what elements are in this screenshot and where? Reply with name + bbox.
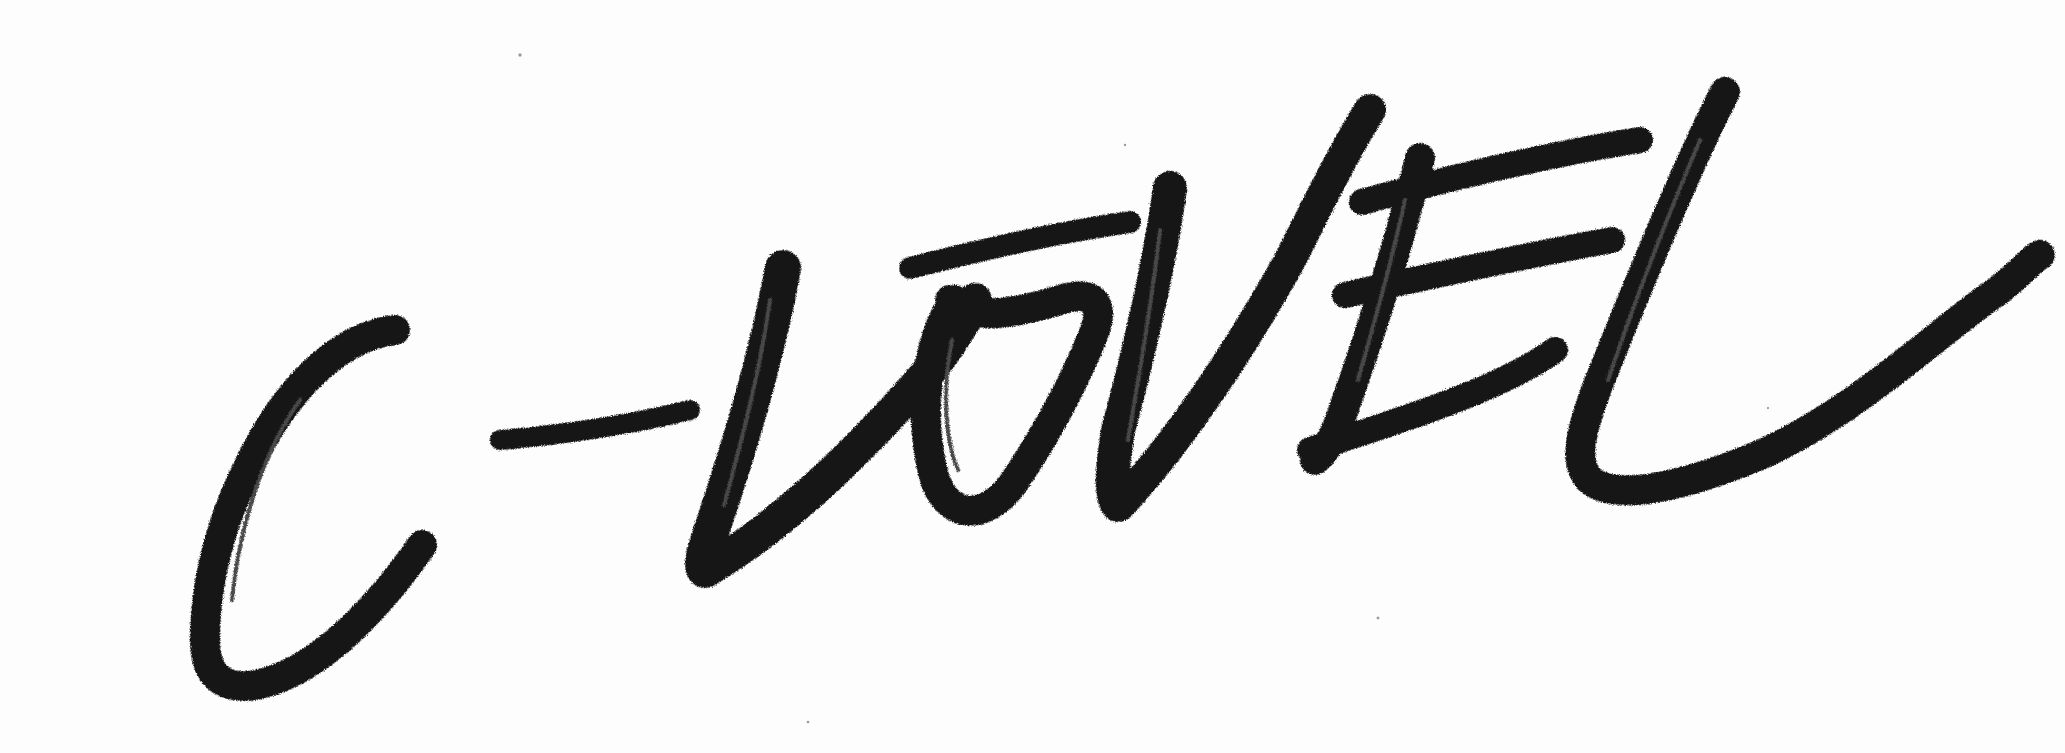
hyphen-stroke bbox=[500, 410, 690, 440]
letter-l-stroke bbox=[1580, 92, 2040, 490]
letter-o-top-bar bbox=[910, 222, 1130, 268]
letter-o-stroke bbox=[926, 296, 1098, 510]
ink-strokes bbox=[205, 92, 2040, 686]
letter-c-stroke bbox=[205, 330, 422, 686]
